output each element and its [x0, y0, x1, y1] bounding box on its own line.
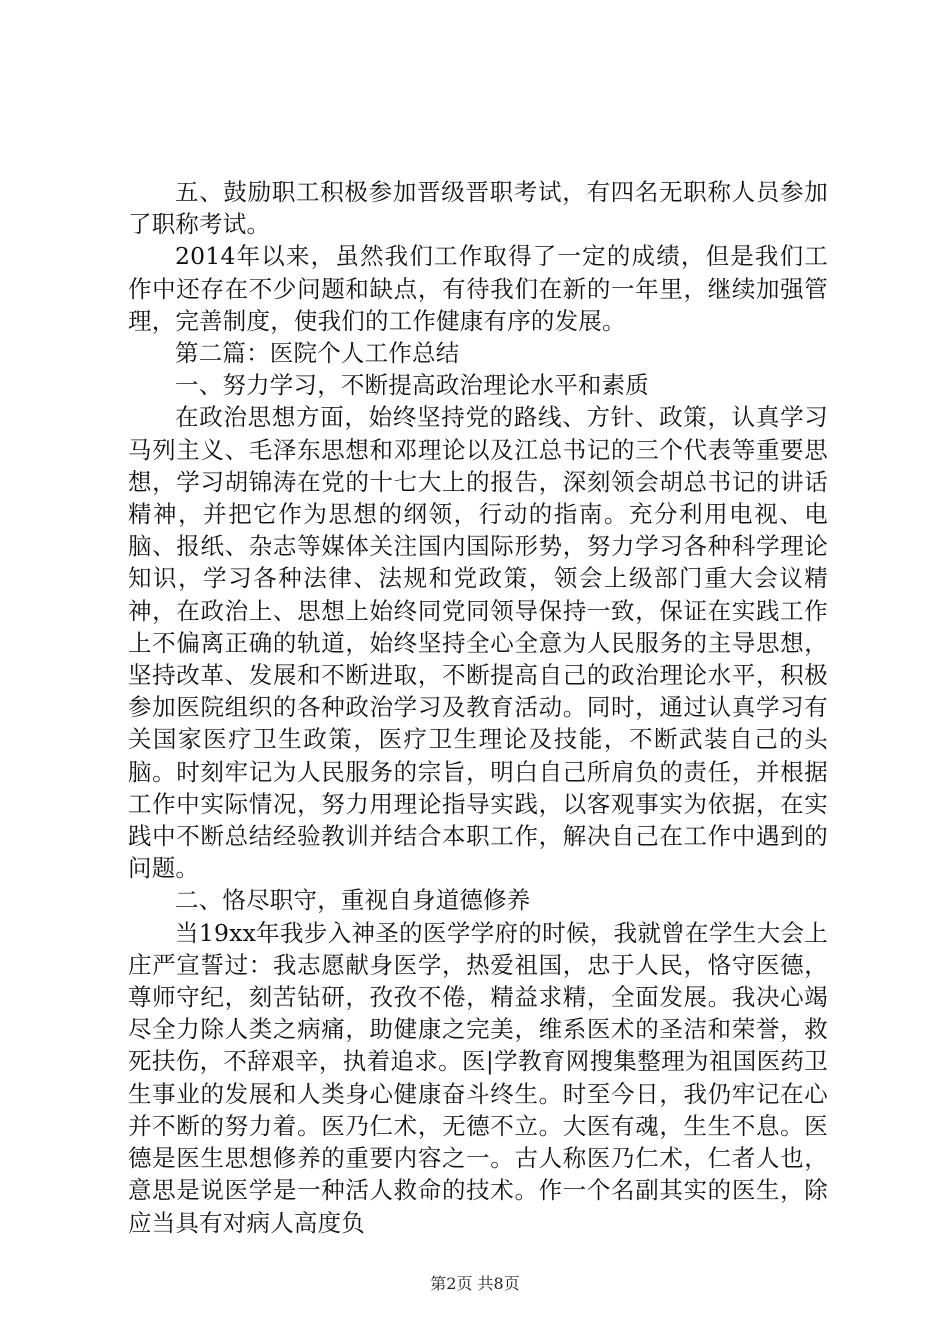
subheading-duty-ethics: 二、恪尽职守，重视自身道德修养 [175, 886, 531, 915]
subheading-study: 一、努力学习，不断提高政治理论水平和素质 [175, 371, 649, 400]
page-number-footer: 第2页 共8页 [430, 1274, 520, 1293]
paragraph-political-thought: 在政治思想方面，始终坚持党的路线、方针、政策，认真学习马列主义、毛泽东思想和邓理论以及江总书记的三个代表等重要思想，学习胡锦涛在党的十七大上的报告，深刻领会胡总书记的讲话精神，并把它作为思想的纲领，行动的指南。充分利用电视、电脑、报纸、杂志等媒体关注国内国际形势，努力学习各种科学理论知识，学习各种法律、法规和党政策，领会上级部门重大会议精神，在政治上、思想上始终同党同领导保持一致，保证在实践工作上不偏离正确的轨道，始终坚持全心全意为人民服务的主导思想，坚持改革、发展和不断进取，不断提高自己的政治理论水平，积极参加医院组织的各种政治学习及教育活动。同时，通过认真学习有关国家医疗卫生政策，医疗卫生理论及技能，不断武装自己的头脑。时刻牢记为人民服务的宗旨，明白自己所肩负的责任，并根据工作中实际情况，努力用理论指导实践，以客观事实为依据，在实践中不断总结经验教训并结合本职工作，解决自己在工作中遇到的问题。 [128, 403, 828, 883]
section-title-part-two: 第二篇：医院个人工作总结 [175, 339, 460, 368]
paragraph-2014-summary: 2014年以来，虽然我们工作取得了一定的成绩，但是我们工作中还存在不少问题和缺点，有待我们在新的一年里，继续加强管理，完善制度，使我们的工作健康有序的发展。 [128, 242, 828, 335]
document-body [128, 176, 828, 1239]
paragraph-staff-exams: 五、鼓励职工积极参加晋级晋职考试，有四名无职称人员参加了职称考试。 [128, 178, 828, 239]
paragraph-medical-oath: 当19xx年我步入神圣的医学学府的时候，我就曾在学生大会上庄严宣誓过：我志愿献身医学，热爱祖国，忠于人民，恪守医德，尊师守纪，刻苦钻研，孜孜不倦，精益求精，全面发展。我决心竭尽全力除人类之病痛，助健康之完美，维系医术的圣洁和荣誉，救死扶伤，不辞艰辛，执着追求。医|学教育网搜集整理为祖国医药卫生事业的发展和人类身心健康奋斗终生。时至今日，我仍牢记在心并不断的努力着。医乃仁术，无德不立。大医有魂，生生不息。医德是医生思想修养的重要内容之一。古人称医乃仁术，仁者人也，意思是说医学是一种活人救命的技术。作一个名副其实的医生，除应当具有对病人高度负 [128, 918, 828, 1237]
